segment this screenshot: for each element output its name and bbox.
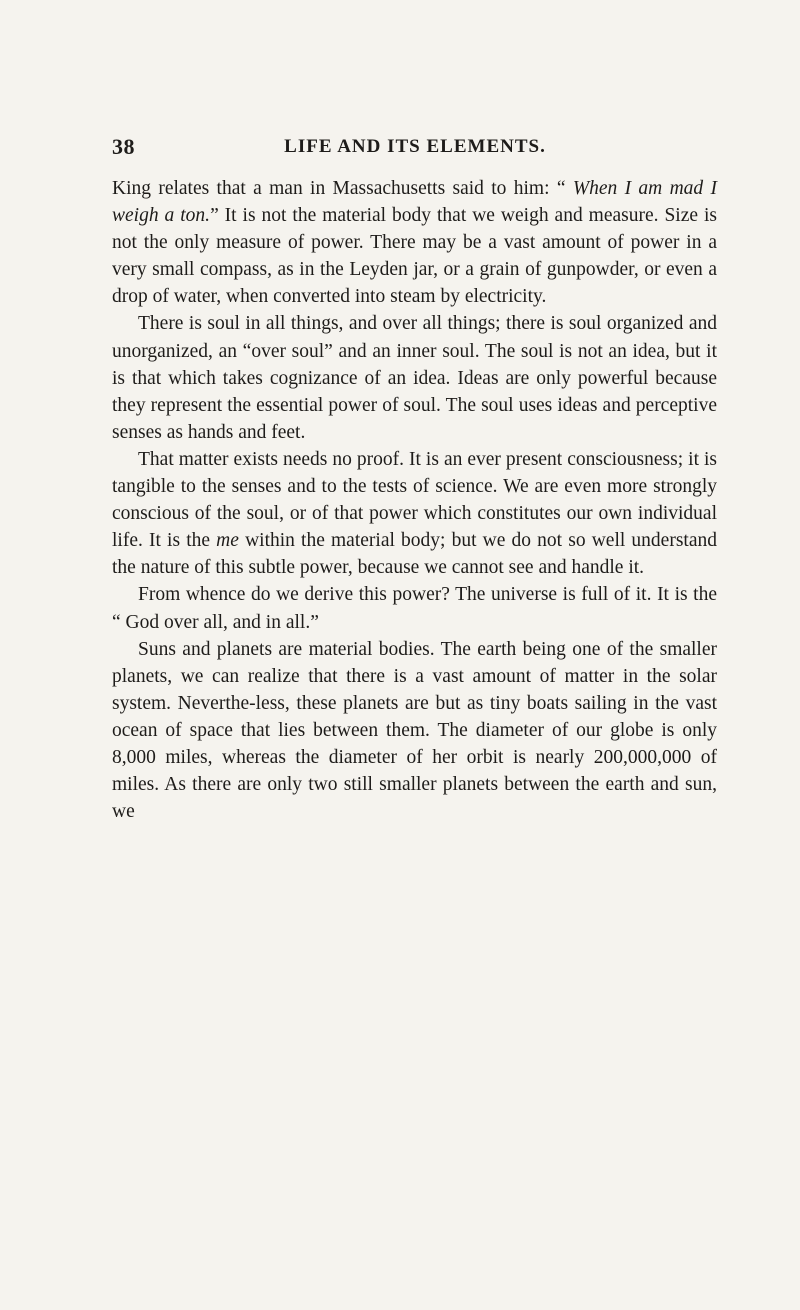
running-title: LIFE AND ITS ELEMENTS. bbox=[284, 136, 546, 157]
page-number: 38 bbox=[112, 134, 135, 159]
paragraph-matter bbox=[112, 446, 717, 581]
paragraph-planets: Suns and planets are material bodies. The earth being one of the smaller planets, we can realize that there is a vast amount of matter in the solar system. Neverthe-less, these planets are but as tiny boats sailing in the vast ocean of space that lies between them. The diameter of our globe is only 8,000 miles, whereas the diameter of her orbit is nearly 200,000,000 of miles. As there are only two still smaller planets between the earth and sun, we bbox=[112, 638, 717, 823]
running-head bbox=[112, 134, 718, 164]
italic-quote: When I am mad I weigh a ton. bbox=[112, 178, 718, 227]
paragraph-text: King relates that a man in Massachusetts said to him: “ bbox=[112, 178, 573, 199]
paragraph-text: That matter exists needs no proof. It is an ever present consciousness; it is tangible to the senses and to the tests of science. We are even more strongly conscious of the soul, or of that power which constitutes our own individual life. It is the bbox=[112, 448, 717, 552]
body-text bbox=[112, 175, 717, 825]
paragraph-text: ” It is not the material body that we weigh and measure. Size is not the only measure of power. There may be a vast amount of power in a very small compass, as in the Leyden jar, or a grain of gunpowder, or even a drop of water, when converted into steam by electricity. bbox=[112, 205, 718, 308]
italic-me: me bbox=[216, 530, 239, 552]
paragraph-power: From whence do we derive this power? The universe is full of it. It is the “ God over all, and in all.” bbox=[112, 584, 717, 633]
paragraph-king-quote bbox=[112, 175, 717, 310]
paragraph-soul: There is soul in all things, and over all things; there is soul organized and unorganized, an “over soul” and an inner soul. The soul is not an idea, but it is that which takes cognizance of an idea. Ideas are only powerful because they represent the essential power of soul. The soul uses ideas and perceptive senses as hands and feet. bbox=[112, 313, 717, 443]
paragraph-text: within the material body; but we do not so well understand the nature of this subtle power, because we cannot see and handle it. bbox=[112, 530, 717, 579]
